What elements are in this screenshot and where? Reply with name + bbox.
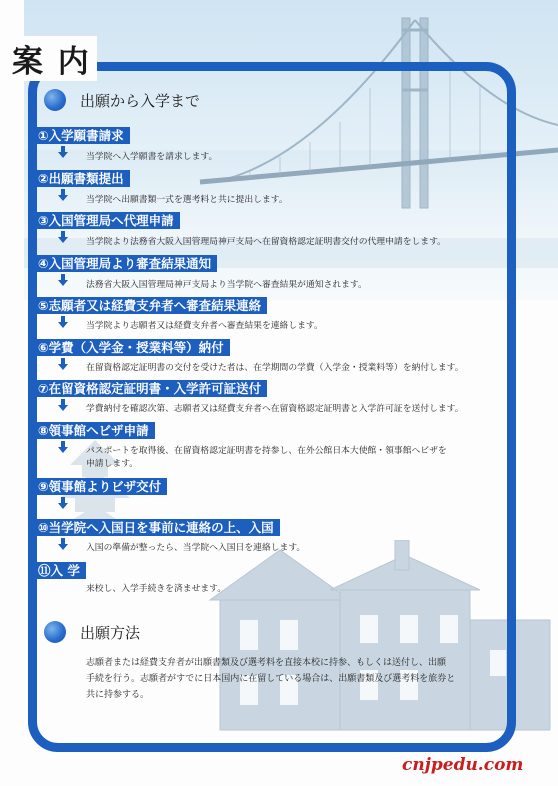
step-4-desc: 法務省大阪入国管理局神戸支局より当学院へ審査結果が通知されます。 bbox=[86, 280, 367, 290]
bullet-icon bbox=[44, 89, 66, 111]
arrow-down-icon bbox=[58, 497, 68, 509]
section-title: 出願方法 bbox=[80, 623, 141, 642]
step-8-desc-line-1: パスポートを取得後、在留資格認定証明書を持参し、在外公館日本大使館・領事館へビザを bbox=[86, 446, 447, 456]
arrow-down-icon bbox=[58, 146, 68, 158]
section-title: 出願から入学まで bbox=[80, 91, 201, 110]
site-watermark: cnjpedu.com bbox=[402, 755, 524, 775]
step-10-label: ⑩当学院へ入国日を事前に連絡の上、入国 bbox=[34, 519, 280, 536]
step-10-desc: 入国の準備が整ったら、当学院へ入国日を連絡します。 bbox=[86, 543, 306, 553]
arrow-down-icon bbox=[58, 399, 68, 411]
step-2-desc: 当学院へ出願書類一式を選考料と共に提出します。 bbox=[86, 195, 288, 205]
step-3-label: ③入国管理局へ代理申請 bbox=[34, 212, 180, 229]
step-7-label: ⑦在留資格認定証明書・入学許可証送付 bbox=[34, 380, 267, 397]
step-9-label: ⑨領事館よりビザ交付 bbox=[34, 478, 167, 495]
arrow-down-icon bbox=[58, 231, 68, 243]
bullet-icon bbox=[44, 621, 66, 643]
step-6-label: ⑥学費（入学金・授業料等）納付 bbox=[34, 339, 230, 356]
step-11-desc: 来校し、入学手続きを済ませます。 bbox=[86, 584, 227, 594]
arrow-down-icon bbox=[58, 441, 68, 453]
page-title: 案 内 bbox=[8, 36, 97, 81]
step-6-desc: 在留資格認定証明書の交付を受けた者は、在学期間の学費（入学金・授業料等）を納付します。 bbox=[86, 363, 464, 373]
step-5-desc: 当学院より志願者又は経費支弁者へ審査結果を連絡します。 bbox=[86, 321, 323, 331]
arrow-down-icon bbox=[58, 316, 68, 328]
paragraph-line: 志願者または経費支弁者が出願書類及び選考料を直接本校に持参、もしくは送付し、出願 bbox=[86, 658, 447, 668]
arrow-down-icon bbox=[58, 274, 68, 286]
arrow-down-icon bbox=[58, 538, 68, 550]
section-header-admission-flow bbox=[44, 89, 200, 111]
step-4-label: ④入国管理局より審査結果通知 bbox=[34, 255, 217, 272]
step-2-label: ②出願書類提出 bbox=[34, 170, 130, 187]
step-3-desc: 当学院より法務省大阪入国管理局神戸支局へ在留資格認定証明書交付の代理申請をします。 bbox=[86, 237, 446, 247]
step-1-label: ①入学願書請求 bbox=[34, 127, 130, 144]
section-header-application-method bbox=[44, 621, 140, 643]
step-1-desc: 当学院へ入学願書を請求します。 bbox=[86, 152, 218, 162]
paragraph-line: 手続を行う。志願者がすでに日本国内に在留している場合は、出願書類及び選考料を旅券と bbox=[86, 674, 456, 684]
step-11-label: ⑪入 学 bbox=[34, 562, 86, 579]
step-8-desc-line-2: 申請します。 bbox=[86, 459, 139, 469]
arrow-down-icon bbox=[58, 189, 68, 201]
application-method-text bbox=[86, 655, 506, 703]
step-7-desc: 学費納付を確認次第、志願者又は経費支弁者へ在留資格認定証明書と入学許可証を送付します。 bbox=[86, 404, 464, 414]
step-5-label: ⑤志願者又は経費支弁者へ審査結果連絡 bbox=[34, 297, 267, 314]
step-8-label: ⑧領事館へビザ申請 bbox=[34, 422, 155, 439]
paragraph-line: 共に持参する。 bbox=[86, 690, 150, 700]
arrow-down-icon bbox=[58, 358, 68, 370]
